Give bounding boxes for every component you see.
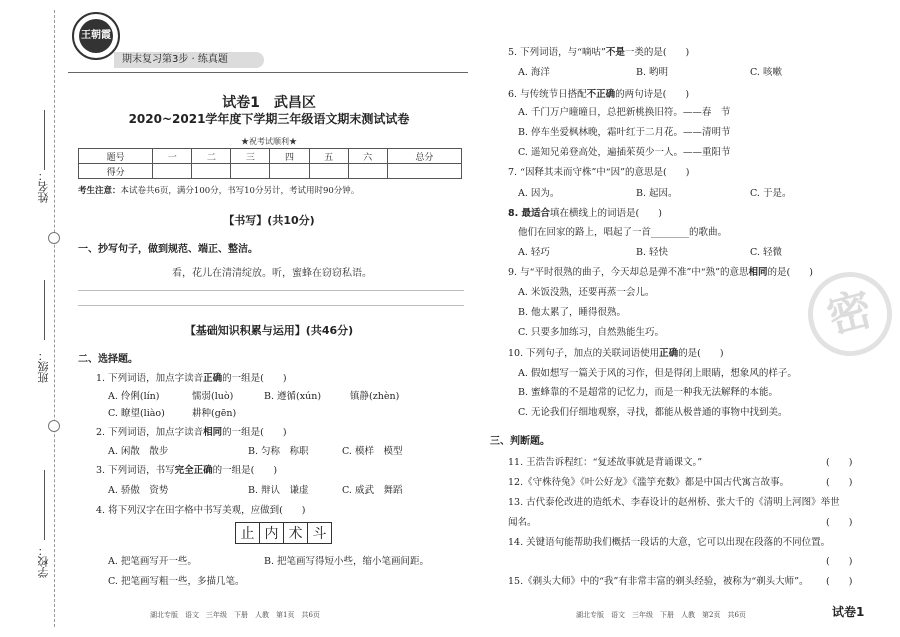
publisher-logo — [72, 12, 120, 60]
tianzige-cell: 止 — [235, 522, 260, 544]
question-2 — [96, 424, 287, 438]
option-b[interactable]: B. 匀称 称职 — [248, 446, 309, 457]
secret-stamp: 密 — [799, 263, 900, 366]
option-a[interactable]: A. 因为。 — [518, 188, 560, 199]
option-a[interactable]: A. 把笔画写开一些。 — [108, 556, 197, 567]
option-a[interactable]: A. 千门万户曈曈日，总把新桃换旧符。——春 节 — [518, 107, 731, 118]
binding-hole — [48, 420, 60, 432]
class-field-label: 班级： — [37, 350, 50, 383]
option-a[interactable]: A. 伶俐(lín) — [108, 391, 160, 402]
option-c-word: 耕种(gēn) — [192, 408, 237, 419]
school-field-line — [44, 470, 45, 540]
binding-strip — [0, 0, 62, 637]
question-10 — [508, 345, 724, 359]
option-b[interactable]: B. 起因。 — [636, 188, 678, 199]
judge-item-12: 12.《守株待兔》《叶公好龙》《滥竽充数》都是中国古代寓言故事。 — [508, 477, 790, 488]
header-divider — [68, 72, 468, 73]
left-page — [64, 0, 474, 637]
judge-item-11: 11. 王浩告诉程红：“复述故事就是背诵课文。” — [508, 457, 703, 468]
question-6 — [508, 86, 689, 100]
question-9 — [508, 264, 813, 278]
question-text: 填在横线上的词语是( ) — [550, 208, 662, 219]
question-text: 2. 下列词语，加点字读音 — [96, 427, 204, 438]
question-emphasis: 相同 — [203, 427, 223, 438]
question-emphasis: 不正确 — [586, 89, 616, 100]
question-text: 5. 下列词语，与“嘀咕” — [508, 47, 606, 58]
copy-sentence: 看，花儿在清清绽放。听，蜜蜂在窃窃私语。 — [172, 268, 372, 279]
copy-question-head: 一、抄写句子，做到规范、端正、整洁。 — [78, 244, 258, 255]
judge-item-13-cont: 闻名。 — [508, 517, 537, 528]
question-emphasis: 8. 最适合 — [508, 208, 551, 219]
option-c[interactable]: C. 模样 模型 — [342, 446, 403, 457]
option-b[interactable]: B. 辩认 谦虚 — [248, 485, 309, 496]
option-c[interactable]: C. 瞭望(liào) — [108, 408, 165, 419]
score-cell[interactable] — [231, 164, 270, 179]
question-text: 的两句诗是( ) — [615, 89, 690, 100]
score-header-cell: 二 — [192, 149, 231, 164]
review-banner: 期末复习第3步 · 练真题 — [114, 52, 264, 68]
score-header-cell: 六 — [348, 149, 387, 164]
binding-dash-line — [54, 10, 55, 627]
class-field-line — [44, 280, 45, 340]
choice-question-head: 二、选择题。 — [78, 354, 138, 365]
answer-paren[interactable]: ( ) — [826, 457, 853, 468]
option-c[interactable]: C. 轻微 — [750, 247, 782, 258]
question-emphasis: 正确 — [659, 348, 679, 359]
tianzige-cell: 术 — [283, 522, 308, 544]
logo-text: 王朝霞 — [79, 19, 113, 53]
option-a-word: 懦弱(luò) — [192, 391, 234, 402]
section-basics-title: 【基础知识积累与运用】(共46分) — [184, 324, 354, 337]
answer-paren[interactable]: ( ) — [826, 477, 853, 488]
question-1 — [96, 370, 287, 384]
question-text: 10. 下列句子，加点的关联词语使用 — [508, 348, 660, 359]
option-b[interactable]: B. 把笔画写得短小些，缩小笔画间距。 — [264, 556, 430, 567]
question-text: 一类的是( ) — [624, 47, 690, 58]
option-b[interactable]: B. 他太累了，睡得很熟。 — [518, 307, 627, 318]
judge-item-13: 13. 古代泰伦改进的造纸术、李春设计的赵州桥、张大千的《清明上河图》举世 — [508, 497, 840, 508]
section-writing-title: 【书写】(共10分) — [223, 214, 315, 227]
score-header-cell: 一 — [153, 149, 192, 164]
score-table — [78, 148, 462, 179]
question-text: 3. 下列词语，书写 — [96, 465, 175, 476]
answer-paren[interactable]: ( ) — [826, 576, 853, 587]
answer-paren[interactable]: ( ) — [826, 556, 853, 567]
score-header-cell: 三 — [231, 149, 270, 164]
option-c[interactable]: C. 遥知兄弟登高处，遍插茱萸少一人。——重阳节 — [518, 147, 731, 158]
name-field-line — [44, 110, 45, 170]
question-4: 4. 将下列汉字在田字格中书写美观，应做到( ) — [96, 505, 306, 516]
option-a[interactable]: A. 轻巧 — [518, 247, 550, 258]
question-text: 的一组是( ) — [222, 373, 287, 384]
exam-note-text: 本试卷共6页，满分100分，书写10分另计，考试用时90分钟。 — [120, 186, 360, 196]
option-c[interactable]: C. 无论我们仔细地观察，寻找，都能从极普通的事物中找到美。 — [518, 407, 788, 418]
option-c[interactable]: C. 把笔画写粗一些，多描几笔。 — [108, 576, 245, 587]
judge-item-15: 15.《剃头大师》中的“我”有非常丰富的剃头经验，被称为“剃头大师”。 — [508, 576, 809, 587]
score-header-cell: 总分 — [387, 149, 461, 164]
page-footer-left: 湖北专版 语文 三年级 下册 人教 第1页 共6页 — [150, 611, 320, 619]
question-text: 1. 下列词语，加点字读音 — [96, 373, 204, 384]
fill-blank-sentence: 他们在回家的路上，唱起了一首________的歌曲。 — [518, 227, 728, 238]
writing-line[interactable] — [78, 305, 464, 306]
score-row-label: 得分 — [79, 164, 153, 179]
score-header-cell: 五 — [309, 149, 348, 164]
question-emphasis: 正确 — [203, 373, 223, 384]
tianzige-cell: 斗 — [307, 522, 332, 544]
score-table-header-row — [79, 149, 462, 164]
option-b-word: 镇静(zhèn) — [350, 391, 400, 402]
tianzige-cell: 内 — [259, 522, 284, 544]
option-a[interactable]: A. 骄傲 资势 — [108, 485, 169, 496]
option-b[interactable]: B. 轻快 — [636, 247, 669, 258]
option-a[interactable]: A. 米饭没熟，还要再蒸一会儿。 — [518, 287, 655, 298]
score-table-score-row — [79, 164, 462, 179]
score-cell[interactable] — [387, 164, 461, 179]
question-text: 的是( ) — [678, 348, 724, 359]
question-text: 9. 与“平时很熟的曲子，今天却总是弹不准”中“熟”的意思 — [508, 267, 749, 278]
question-emphasis: 相同 — [748, 267, 768, 278]
judge-section-head: 三、判断题。 — [490, 436, 550, 447]
question-text: 的是( ) — [767, 267, 813, 278]
score-cell[interactable] — [153, 164, 192, 179]
question-text: 的一组是( ) — [212, 465, 278, 476]
option-b[interactable]: B. 停车坐爱枫林晚，霜叶红于二月花。——清明节 — [518, 127, 731, 138]
option-b[interactable]: B. 哟明 — [636, 67, 669, 78]
wish-text: ★祝考试顺利★ — [241, 137, 297, 146]
score-header-cell: 四 — [270, 149, 309, 164]
question-8 — [508, 205, 662, 219]
page-footer-right: 湖北专版 语文 三年级 下册 人教 第2页 共6页 — [576, 611, 746, 619]
question-3 — [96, 462, 277, 476]
option-b[interactable]: B. 蜜蜂靠的不是超常的记忆力，而是一种我无法解释的本能。 — [518, 387, 779, 398]
paper-title: 试卷1 武昌区 — [222, 95, 316, 111]
judge-item-14: 14. 关键语句能帮助我们概括一段话的大意，它可以出现在段落的不同位置。 — [508, 537, 831, 548]
score-cell[interactable] — [192, 164, 231, 179]
option-b[interactable]: B. 遵循(xún) — [264, 391, 322, 402]
answer-paren[interactable]: ( ) — [826, 517, 853, 528]
score-cell[interactable] — [309, 164, 348, 179]
score-header-cell: 题号 — [79, 149, 153, 164]
option-a[interactable]: A. 海洋 — [518, 67, 550, 78]
question-text: 6. 与传统节日搭配 — [508, 89, 587, 100]
school-field-label: 学校： — [37, 545, 50, 578]
exam-note-label: 考生注意： — [78, 186, 121, 196]
question-text: 的一组是( ) — [222, 427, 287, 438]
question-5 — [508, 44, 689, 58]
paper-tag: 试卷1 — [832, 605, 865, 619]
name-field-label: 姓名： — [37, 170, 50, 203]
question-emphasis: 不是 — [605, 47, 625, 58]
paper-subtitle: 2020~2021学年度下学期三年级语文期末测试试卷 — [128, 112, 410, 126]
question-7: 7. “因释其耒而守株”中“因”的意思是( ) — [508, 167, 690, 178]
option-c[interactable]: C. 咳嗽 — [750, 67, 782, 78]
writing-line[interactable] — [78, 290, 464, 291]
option-c[interactable]: C. 威武 舞蹈 — [342, 485, 403, 496]
score-cell[interactable] — [270, 164, 309, 179]
score-cell[interactable] — [348, 164, 387, 179]
option-a[interactable]: A. 闲散 散步 — [108, 446, 169, 457]
option-c[interactable]: C. 于是。 — [750, 188, 792, 199]
option-c[interactable]: C. 只要多加练习，自然熟能生巧。 — [518, 327, 664, 338]
tianzige-grid — [236, 522, 332, 544]
exam-note — [78, 184, 468, 196]
question-emphasis: 完全正确 — [174, 465, 213, 476]
option-a[interactable]: A. 假如想写一篇关于风的习作，但是得闭上眼睛，想象风的样子。 — [518, 368, 797, 379]
binding-hole — [48, 232, 60, 244]
